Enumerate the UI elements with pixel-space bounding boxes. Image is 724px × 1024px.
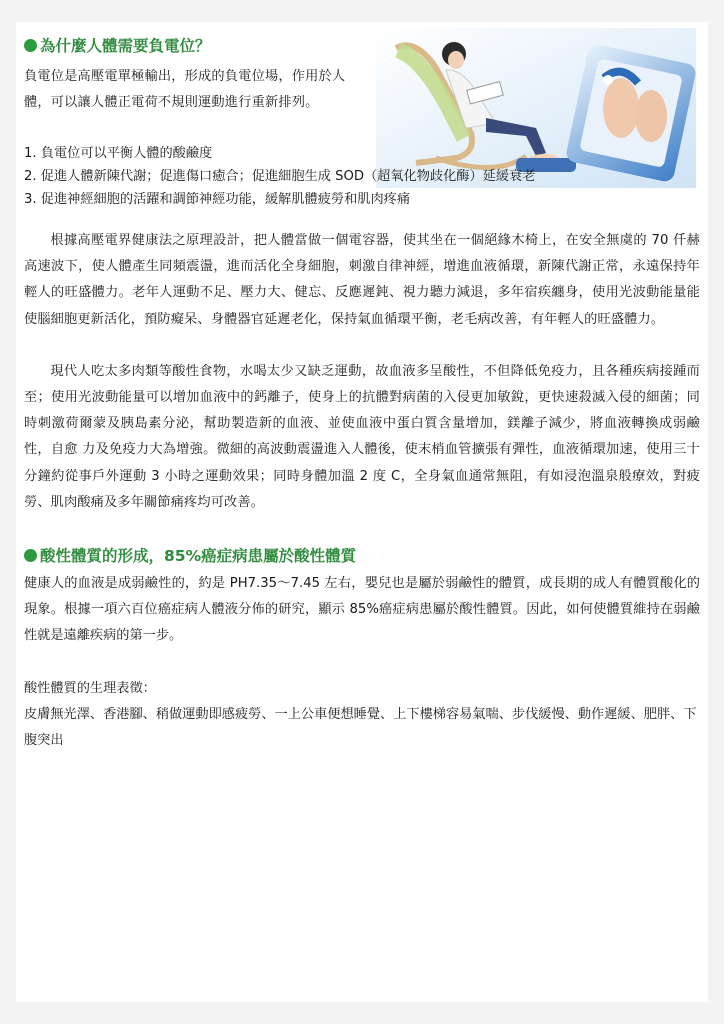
section-heading: 酸性體質的形成，85%癌症病患屬於酸性體質 [24, 546, 700, 566]
symptoms-label: 酸性體質的生理表徵： [24, 680, 156, 696]
symptoms-text: 皮膚無光澤、香港腳、稍做運動即感疲勞、一上公車便想睡覺、上下樓梯容易氣喘、步伐緩慢、動作遲緩、肥胖、下腹突出 [24, 706, 697, 749]
intro-paragraph: 負電位是高壓電單極輸出，形成的負電位場，作用於人體，可以讓人體正電荷不規則運動進行重新排列。 [24, 69, 346, 110]
benefits-list [24, 142, 700, 211]
list-item: 2. 促進人體新陳代謝；促進傷口癒合；促進細胞生成 SOD（超氧化物歧化酶）延緩衰老 [24, 169, 536, 184]
bullet-dot-icon [24, 39, 37, 52]
bullet-dot-icon [24, 549, 37, 562]
list-item: 1. 負電位可以平衡人體的酸鹼度 [24, 146, 213, 161]
body-paragraph: 根據高壓電界健康法之原理設計，把人體當做一個電容器，使其坐在一個絕緣木椅上，在安全無虞的 70 仟赫高速波下，使人體產生同頻震盪，進而活化全身細胞，刺激自律神經，增進血液循環，新陳代謝正常，永遠保持年輕人的旺盛體力。老年人運動不足、壓力大、健忘、反應遲鈍、視力聽力減退，多年宿疾纏身，使用光波動能量能使腦細胞更新活化，預防癡呆、身體器官延遲老化，保持氣血循環平衡，老毛病改善，有年輕人的旺盛體力。 [24, 233, 700, 327]
section-heading: 為什麼人體需要負電位？ [24, 36, 700, 56]
document-page [16, 22, 708, 1002]
list-item: 3. 促進神經細胞的活躍和調節神經功能，緩解肌體疲勞和肌肉疼痛 [24, 192, 411, 207]
body-paragraph: 現代人吃太多肉類等酸性食物，水喝太少又缺乏運動，故血液多呈酸性，不但降低免疫力，且各種疾病接踵而至；使用光波動能量可以增加血液中的鈣離子，使身上的抗體對病菌的入侵更加敏銳，更快速殺滅入侵的細菌；同時刺激荷爾蒙及胰島素分泌，幫助製造新的血液、並使血液中蛋白質含量增加，鎂離子減少，將血液轉換成弱鹼性，自愈 力及免疫力大為增強。微細的高波動震盪進入人體後，使末梢血管擴張有彈性，血液循環加速，使用三十分鐘約從事戶外運動 3 小時之運動效果；同時身體加溫 2 度 C，全身氣血通常無阻，有如浸泡溫泉般療效，對疲勞、肌肉酸痛及多年關節痛疼均可改善。 [24, 363, 700, 510]
body-paragraph: 健康人的血液是成弱鹼性的，約是 PH7.35～7.45 左右，嬰兒也是屬於弱鹼性的體質，成長期的成人有體質酸化的現象。根據一項六百位癌症病人體液分佈的研究，顯示 85%癌症病患屬於酸性體質。因此，如何使體質維持在弱鹼性就是遠離疾病的第一步。 [24, 576, 700, 644]
document-content [24, 36, 700, 754]
